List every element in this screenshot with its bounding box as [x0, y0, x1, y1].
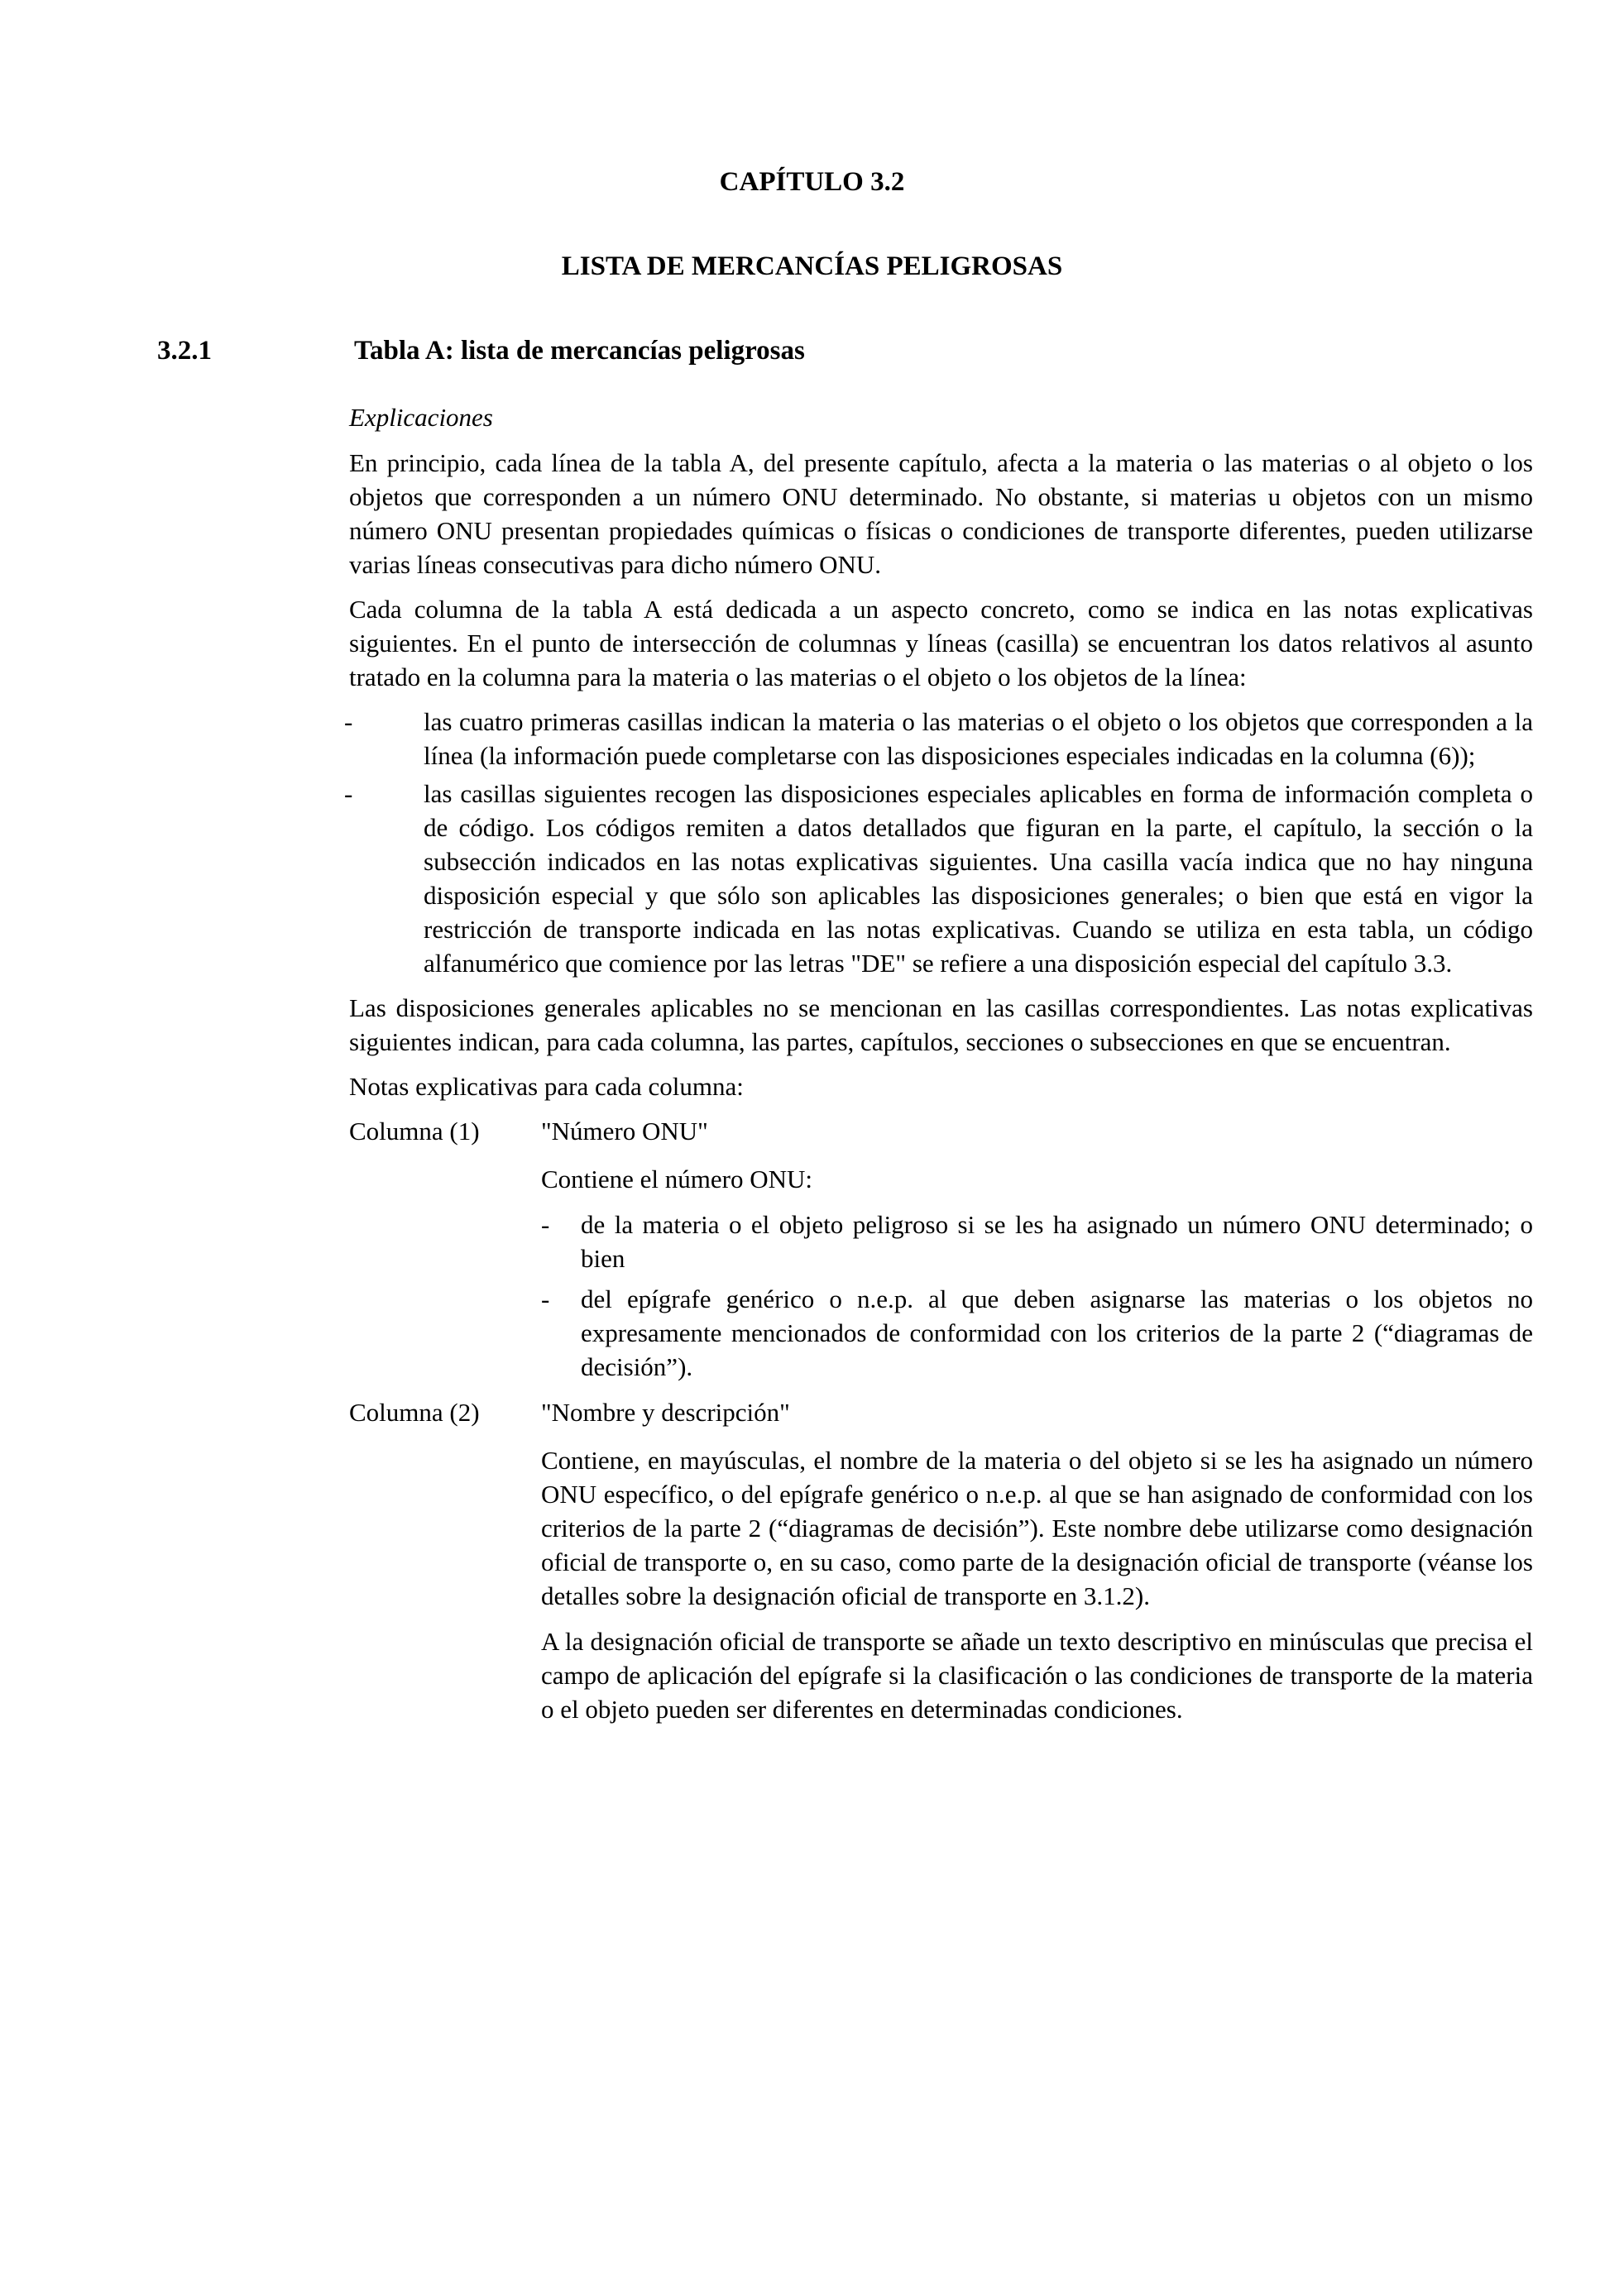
section-title: Tabla A: lista de mercancías peligrosas	[354, 336, 805, 366]
column-note-1	[349, 1114, 1533, 1384]
chapter-title: CAPÍTULO 3.2	[719, 167, 905, 197]
column-paragraph: A la designación oficial de transporte se añade un texto descriptivo en minúsculas que precisa el campo de aplicación del epígrafe si la clasificación o las condiciones de transporte de la materia o el objeto pueden ser diferentes en determinadas condiciones.	[541, 1627, 1533, 1724]
paragraph: Cada columna de la tabla A está dedicada a un aspecto concreto, como se indica en las notas explicativas siguientes. En el punto de intersección de columnas y líneas (casilla) se encuentran los datos relativos al asunto tratado en la columna para la materia o las materias o el objeto o los objetos de la línea:	[349, 595, 1533, 691]
list-item	[541, 1282, 1533, 1384]
column-name: "Número ONU"	[541, 1117, 708, 1146]
column-paragraph: Contiene, en mayúsculas, el nombre de la materia o del objeto si se les ha asignado un número ONU específico, o del epígrafe genérico o n.e.p. al que se han asignado de conformidad con los criterios de la parte 2 (“diagramas de decisión”). Este nombre debe utilizarse como designación oficial de transporte o, en su caso, como parte de la designación oficial de transporte (véanse los detalles sobre la designación oficial de transporte en 3.1.2).	[541, 1446, 1533, 1610]
list-title: LISTA DE MERCANCÍAS PELIGROSAS	[561, 251, 1063, 281]
column-name: "Nombre y descripción"	[541, 1398, 790, 1427]
bullet-list	[344, 705, 1533, 980]
list-item	[344, 777, 1533, 980]
column-note-2	[349, 1395, 1533, 1726]
column-note-body	[541, 1114, 1533, 1384]
bullet-text: del epígrafe genérico o n.e.p. al que deben asignarse las materias o los objetos no expresamente mencionados de conformidad con los criterios de la parte 2 (“diagramas de decisión”).	[581, 1284, 1533, 1381]
bullet-dash: -	[541, 1210, 550, 1239]
list-item	[541, 1208, 1533, 1275]
bullet-text: las cuatro primeras casillas indican la materia o las materias o el objeto o los objetos que corresponden a la línea (la información puede completarse con las disposiciones especiales indicadas en la columna (6));	[424, 707, 1533, 770]
paragraph: Las disposiciones generales aplicables no se mencionan en las casillas correspondientes. Las notas explicativas siguientes indican, para cada columna, las partes, capítulos, secciones o subsecciones en que se encuentran.	[349, 993, 1533, 1056]
column-label: Columna (2)	[349, 1398, 480, 1427]
bullet-dash: -	[541, 1284, 550, 1313]
document-body	[344, 400, 1533, 1738]
section-heading	[157, 334, 805, 368]
column-note-body	[541, 1395, 1533, 1726]
explicaciones-subheading: Explicaciones	[349, 403, 493, 432]
bullet-dash: -	[344, 707, 353, 736]
column-label: Columna (1)	[349, 1117, 480, 1146]
bullet-dash: -	[344, 779, 353, 808]
paragraph: En principio, cada línea de la tabla A, del presente capítulo, afecta a la materia o las materias o al objeto o los objetos que corresponden a un número ONU determinado. No obstante, si materias u objetos con un mismo número ONU presentan propiedades químicas o físicas o condiciones de transporte diferentes, pueden utilizarse varias líneas consecutivas para dicho número ONU.	[349, 448, 1533, 579]
bullet-text: de la materia o el objeto peligroso si se les ha asignado un número ONU determinado; o bien	[581, 1210, 1533, 1273]
bullet-text: las casillas siguientes recogen las disposiciones especiales aplicables en forma de información completa o de código. Los códigos remiten a datos detallados que figuran en la parte, el capítulo, la sección o la subsección indicados en las notas explicativas siguientes. Una casilla vacía indica que no hay ninguna disposición especial y que sólo son aplicables las disposiciones generales; o bien que está en vigor la restricción de transporte indicada en las notas explicativas. Cuando se utiliza en esta tabla, un código alfanumérico que comience por las letras "DE" se refiere a una disposición especial del capítulo 3.3.	[424, 779, 1533, 978]
notes-intro: Notas explicativas para cada columna:	[349, 1072, 744, 1101]
list-item	[344, 705, 1533, 773]
column-item-list	[541, 1208, 1533, 1384]
column-intro: Contiene el número ONU:	[541, 1165, 813, 1193]
section-number: 3.2.1	[157, 336, 212, 366]
